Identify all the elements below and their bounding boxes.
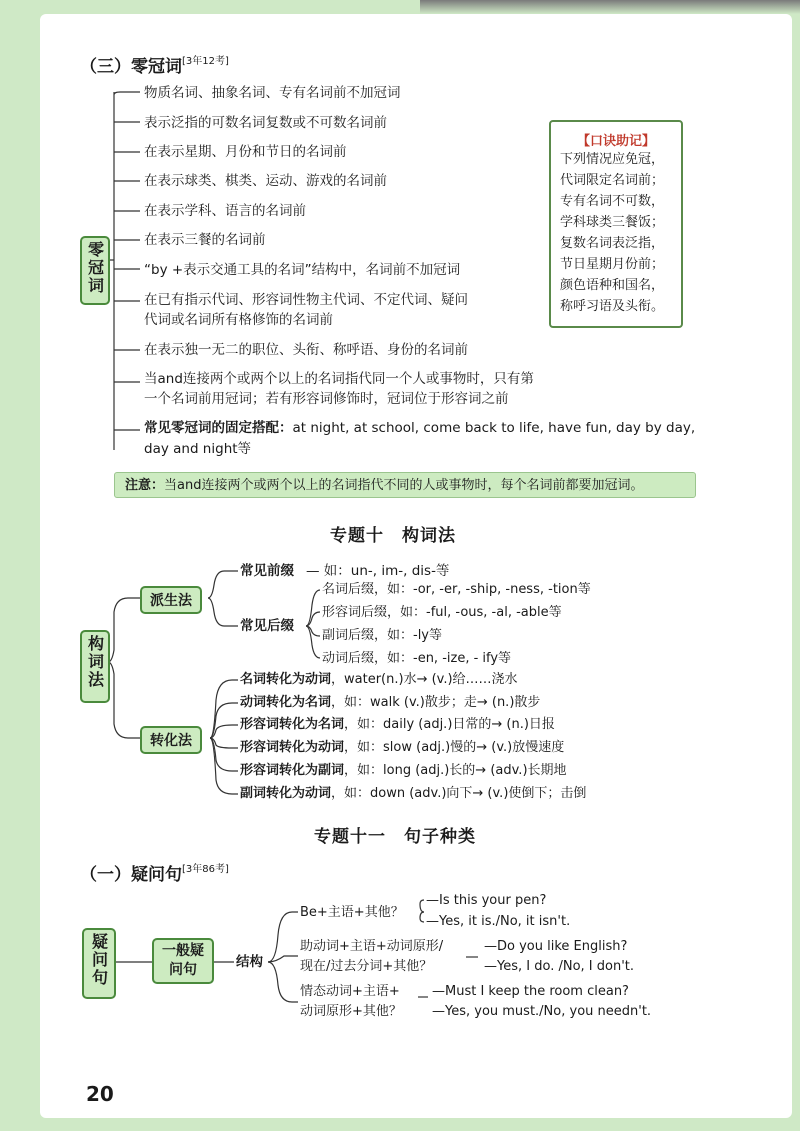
word-formation-box: 构词法: [80, 630, 110, 703]
example-answer: —Yes, I do. /No, I don't.: [484, 959, 634, 974]
mnemonic-line: 颜色语种和国名，: [560, 278, 665, 293]
rule-item: 在表示球类、棋类、运动、游戏的名词前: [144, 173, 387, 189]
rule-item: “by +表示交通工具的名词”结构中，名词前不加冠词: [144, 262, 461, 278]
suffix-label: 常见后缀: [240, 618, 294, 634]
example-question: —Must I keep the room clean?: [432, 984, 629, 999]
mnemonic-box: [549, 120, 683, 328]
mnemonic-line: 下列情况应免冠，: [560, 152, 665, 167]
page-number: 20: [86, 1082, 114, 1106]
fixed-phrases: 常见零冠词的固定搭配：at night, at school, come back to life, have fun, day by day,: [144, 420, 696, 436]
section-title: （一）疑问句[3年86考]: [80, 864, 229, 885]
suffix-item: 名词后缀，如：-or, -er, -ship, -ness, -tion等: [322, 582, 591, 597]
mnemonic-line: 称呼习语及头衔。: [560, 299, 665, 314]
conversion-item: 形容词转化为动词，如：slow (adj.)慢的→ (v.)放慢速度: [240, 740, 565, 755]
exam-frequency-tag: [3年12考]: [182, 56, 229, 67]
conversion-item: 动词转化为名词，如：walk (v.)散步；走→ (n.)散步: [240, 695, 541, 710]
rule-item: 代词或名词所有格修饰的名词前: [144, 312, 333, 328]
exam-frequency-tag: [3年86考]: [182, 864, 229, 875]
rule-item: 在表示学科、语言的名词前: [144, 203, 306, 219]
conversion-item: 名词转化为动词，water(n.)水→ (v.)给……浇水: [240, 672, 518, 687]
prefix-label: 常见前缀: [240, 563, 294, 579]
modal-question-label: 情态动词+主语+: [300, 984, 400, 999]
aux-question-label: 助动词+主语+动词原形/: [300, 939, 444, 954]
topic-title: 专题十 构词法: [330, 526, 456, 546]
rule-item: 在表示独一无二的职位、头衔、称呼语、身份的名词前: [144, 342, 468, 358]
mnemonic-line: 节日星期月份前；: [560, 257, 665, 272]
mnemonic-line: 专有名词不可数，: [560, 194, 665, 209]
prefix-examples: — 如：un-, im-, dis-等: [306, 563, 450, 579]
suffix-item: 形容词后缀，如：-ful, -ous, -al, -able等: [322, 605, 562, 620]
suffix-item: 副词后缀，如：-ly等: [322, 628, 442, 643]
general-question-box: 一般疑问句: [152, 938, 214, 984]
mnemonic-line: 复数名词表泛指，: [560, 236, 665, 251]
conversion-item: 副词转化为动词，如：down (adv.)向下→ (v.)使倒下；击倒: [240, 786, 587, 801]
structure-label: 结构: [236, 954, 263, 970]
question-box: 疑问句: [82, 928, 116, 999]
mnemonic-line: 代词限定名词前；: [560, 173, 665, 188]
conversion-item: 形容词转化为名词，如：daily (adj.)日常的→ (n.)日报: [240, 717, 555, 732]
rule-item: 在已有指示代词、形容词性物主代词、不定代词、疑问: [144, 292, 468, 308]
mnemonic-title: 【口诀助记】: [576, 134, 655, 149]
example-question: —Do you like English?: [484, 939, 628, 954]
rule-item: 一个名词前用冠词；若有形容词修饰时，冠词位于形容词之前: [144, 391, 509, 407]
example-answer: —Yes, it is./No, it isn't.: [426, 914, 571, 929]
topic-title: 专题十一 句子种类: [314, 827, 476, 847]
rule-item: 物质名词、抽象名词、专有名词前不加冠词: [144, 85, 401, 101]
section-title: （三）零冠词[3年12考]: [80, 56, 229, 77]
rule-item: 当and连接两个或两个以上的名词指代同一个人或事物时，只有第: [144, 371, 534, 387]
example-question: —Is this your pen?: [426, 893, 547, 908]
conversion-item: 形容词转化为副词，如：long (adj.)长的→ (adv.)长期地: [240, 763, 567, 778]
rule-item: 在表示星期、月份和节日的名词前: [144, 144, 347, 160]
example-answer: —Yes, you must./No, you needn't.: [432, 1004, 652, 1019]
conversion-box: 转化法: [140, 726, 202, 754]
modal-question-label: 动词原形+其他？: [300, 1004, 402, 1019]
be-question-label: Be+主语+其他？: [300, 905, 404, 920]
derivation-box: 派生法: [140, 586, 202, 614]
zero-article-box: 零冠词: [80, 236, 110, 305]
fixed-phrases-cont: day and night等: [144, 441, 252, 457]
rule-item: 表示泛指的可数名词复数或不可数名词前: [144, 115, 387, 131]
rule-item: 在表示三餐的名词前: [144, 232, 266, 248]
note-box: 注意：当and连接两个或两个以上的名词指代不同的人或事物时，每个名词前都要加冠词。: [114, 472, 696, 498]
suffix-item: 动词后缀，如：-en, -ize, - ify等: [322, 651, 512, 666]
mnemonic-line: 学科球类三餐饭；: [560, 215, 665, 230]
aux-question-label: 现在/过去分词+其他？: [300, 959, 433, 974]
